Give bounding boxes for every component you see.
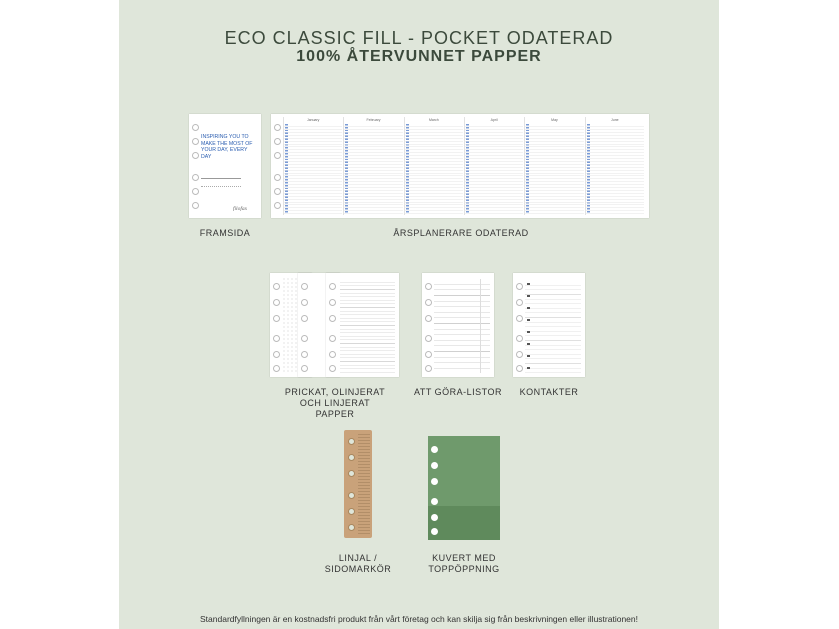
contacts-sheet <box>513 273 585 377</box>
planner-day-rows <box>465 124 523 214</box>
planner-day-numbers <box>587 124 590 214</box>
paper-label: PRICKAT, OLINJERAT OCH LINJERAT PAPPER <box>284 387 386 419</box>
planner-day-rows <box>586 124 644 214</box>
ruler-page-marker <box>344 430 372 538</box>
lined-paper-sheet <box>326 273 399 377</box>
planner-month-header: February <box>366 118 381 122</box>
front-page-sheet <box>189 114 261 218</box>
front-page-divider <box>201 178 241 179</box>
todo-list-label: ATT GÖRA-LISTOR <box>413 387 502 397</box>
planner-month-header: June <box>611 118 619 122</box>
contacts-label: KONTAKTER <box>519 387 579 397</box>
planner-month-column <box>585 117 644 215</box>
planner-month-column <box>283 117 342 215</box>
envelope-label: KUVERT MED TOPPÖPPNING <box>428 553 500 574</box>
top-opening-envelope <box>428 436 500 540</box>
planner-day-rows <box>525 124 583 214</box>
todo-list-sheet <box>422 273 494 377</box>
planner-month-column <box>404 117 463 215</box>
planner-month-header: March <box>428 118 439 122</box>
planner-day-rows <box>284 124 342 214</box>
disclaimer-text: Standardfyllningen är en kostnadsfri produkt från vårt företag och kan skilja sig från beskrivningen eller illustrationen! <box>200 614 638 624</box>
planner-grid <box>283 117 645 215</box>
planner-month-column <box>524 117 583 215</box>
planner-month-header: April <box>490 118 498 122</box>
planner-day-numbers <box>285 124 288 214</box>
page-title: ECO CLASSIC FILL - POCKET ODATERAD <box>224 28 614 48</box>
planner-day-rows <box>344 124 402 214</box>
brand-logo: filofax <box>233 206 248 212</box>
planner-month-column <box>464 117 523 215</box>
front-page-text: INSPIRING YOU TO MAKE THE MOST OF YOUR DAY, EVERY DAY <box>201 134 253 160</box>
ruler-label: LINJAL / SIDOMARKÖR <box>324 553 392 574</box>
planner-day-numbers <box>345 124 348 214</box>
planner-month-header: January <box>306 118 320 122</box>
planner-day-rows <box>405 124 463 214</box>
product-panel <box>119 0 719 629</box>
front-page-divider <box>201 186 241 187</box>
front-page-label: FRAMSIDA <box>199 228 251 238</box>
planner-day-numbers <box>406 124 409 214</box>
year-planner-label: ÅRSPLANERARE ODATERAD <box>393 228 529 238</box>
page-subtitle: 100% ÅTERVUNNET PAPPER <box>296 48 542 65</box>
planner-month-column <box>343 117 402 215</box>
planner-day-numbers <box>466 124 469 214</box>
planner-month-header: May <box>551 118 558 122</box>
year-planner-sheet <box>271 114 649 218</box>
planner-day-numbers <box>526 124 529 214</box>
